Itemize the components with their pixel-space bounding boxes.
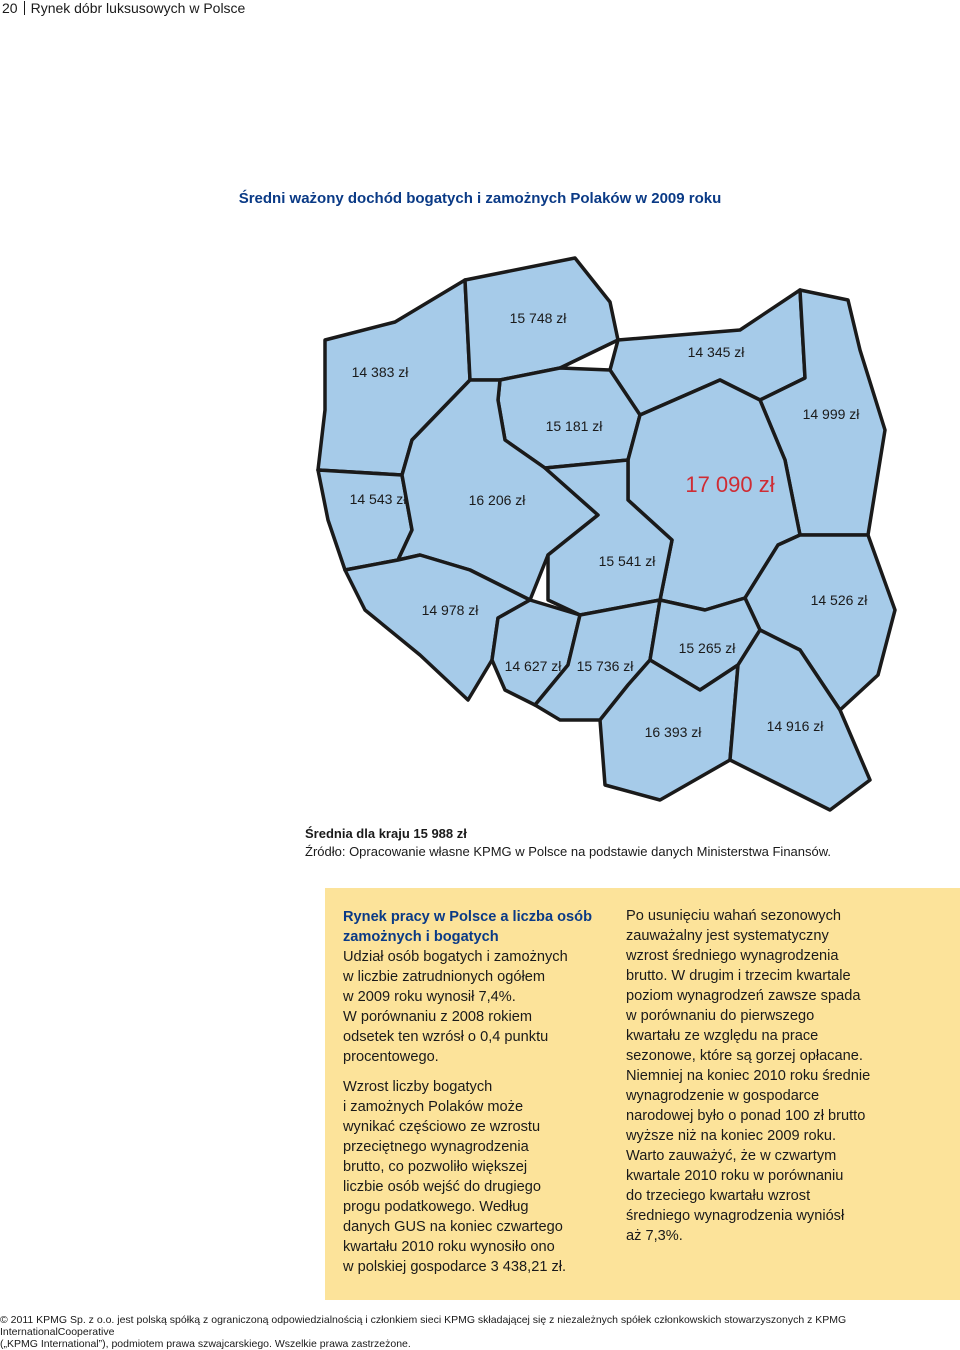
region-label-podlaskie: 14 999 zł [802, 406, 860, 422]
region-label-dolnoslaskie: 14 978 zł [421, 602, 479, 618]
page-header [0, 0, 245, 16]
region-lubuskie [318, 470, 412, 570]
region-label-swietokrzyskie: 15 265 zł [678, 640, 736, 656]
region-label-zachodniopomorskie: 14 383 zł [351, 364, 409, 380]
region-label-opolskie: 14 627 zł [504, 658, 562, 674]
map-title: Średni ważony dochód bogatych i zamożnych Polaków w 2009 roku [238, 190, 722, 207]
region-label-lubuskie: 14 543 zł [349, 491, 407, 507]
article-heading: Rynek pracy w Polsce a liczba osób zamożnych i bogatych [343, 909, 593, 945]
article-paragraph: Wzrost liczby bogatych i zamożnych Polaków może wynikać częściowo ze wzrostu przeciętnego wynagrodzenia brutto, co pozwoliło większej liczbie osób wejść do drugiego progu podatkowego. Według danych GUS na koniec czwartego kwartału 2010 roku wynosiło ono w polskiej gospodarce 3 438,21 zł. [343, 1079, 567, 1275]
article-left-column [343, 907, 605, 1277]
region-label-mazowieckie: 17 090 zł [685, 472, 775, 497]
article-paragraph: Udział osób bogatych i zamożnych w liczbie zatrudnionych ogółem w 2009 roku wynosił 7,4%. W porównaniu z 2008 rokiem odsetek ten wzrósł o 0,4 punktu procentowego. [343, 949, 568, 1065]
section-title: Rynek dóbr luksusowych w Polsce [30, 0, 246, 16]
region-label-podkarpackie: 14 916 zł [766, 718, 824, 734]
region-label-kujawsko-pomorskie: 15 181 zł [545, 418, 603, 434]
footer-line: („KPMG International”), podmiotem prawa szwajcarskiego. Wszelkie prawa zastrzeżone. [0, 1338, 411, 1350]
region-label-lubelskie: 14 526 zł [810, 592, 868, 608]
region-label-pomorskie: 15 748 zł [509, 310, 567, 326]
region-label-slaskie: 15 736 zł [576, 658, 634, 674]
source-note: Źródło: Opracowanie własne KPMG w Polsce na podstawie danych Ministerstwa Finansów. [305, 844, 832, 859]
header-divider [24, 1, 25, 15]
article-paragraph: Po usunięciu wahań sezonowych zauważalny jest systematyczny wzrost średniego wynagrodzenia brutto. W drugim i trzecim kwartale poziom wynagrodzeń zawsze spada w porównaniu do pierwszego kwartału ze względu na prace sezonowe, które są gorzej opłacane. Niemniej na koniec 2010 roku średnie wynagrodzenie w gospodarce narodowej było o ponad 100 zł brutto wyższe niż na koniec 2009 roku. Warto zauważyć, że w czwartym kwartale 2010 roku w porównaniu do trzeciego kwartału wzrost średniego wynagrodzenia wyniósł aż 7,3%. [626, 908, 871, 1244]
region-label-malopolskie: 16 393 zł [644, 724, 702, 740]
region-label-wielkopolskie: 16 206 zł [468, 492, 526, 508]
poland-map [0, 240, 960, 830]
footer-line: © 2011 KPMG Sp. z o.o. jest polską spółką z ograniczoną odpowiedzialnością i członkiem sieci KPMG składającej się z niezależnych spółek członkowskich stowarzyszonych z KPMG InternationalCooperative [0, 1314, 847, 1338]
national-average: Średnia dla kraju 15 988 zł [305, 826, 467, 841]
page-number: 20 [2, 0, 18, 16]
region-label-lodzkie: 15 541 zł [598, 553, 656, 569]
region-label-warminsko-mazurskie: 14 345 zł [687, 344, 745, 360]
article-right-column [626, 906, 891, 1246]
copyright-footer [0, 1314, 960, 1350]
